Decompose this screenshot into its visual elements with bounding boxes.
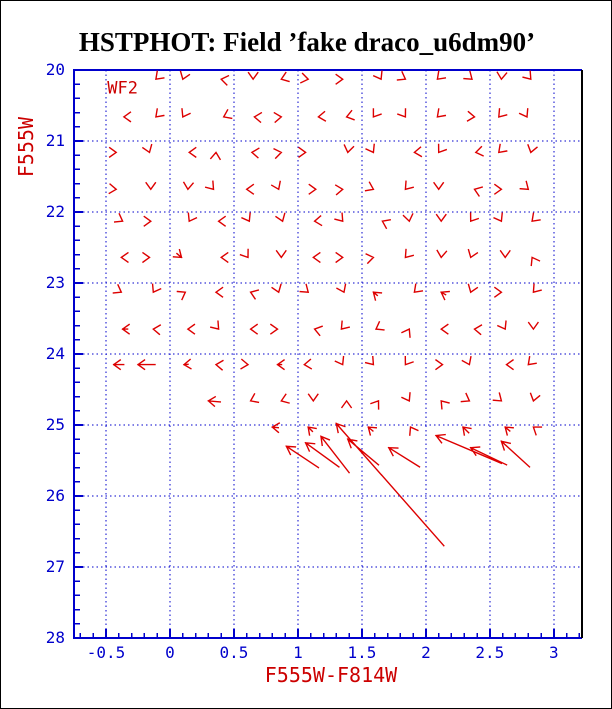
- gridlines: [74, 70, 582, 638]
- x-tick-label: 3: [549, 643, 559, 662]
- x-tick-label: -0.5: [86, 643, 126, 662]
- plot-frame: [74, 70, 582, 638]
- y-tick-label: 24: [45, 344, 65, 363]
- y-tick-label: 28: [45, 628, 65, 647]
- y-tick-label: 23: [45, 273, 65, 292]
- x-tick-label: 2.5: [475, 643, 505, 662]
- y-tick-label: 22: [45, 202, 65, 221]
- y-tick-label: 21: [45, 131, 65, 150]
- hstphot-quiver-plot: [1, 1, 612, 709]
- y-tick-label: 20: [45, 60, 65, 79]
- x-tick-label: 0.5: [219, 643, 249, 662]
- plot-title: HSTPHOT: Field ’fake draco_u6dm90’: [78, 27, 536, 57]
- x-tick-label: 2: [421, 643, 431, 662]
- y-tick-label: 26: [45, 486, 65, 505]
- x-tick-label: 0: [165, 643, 175, 662]
- x-axis-label: F555W-F814W: [264, 663, 398, 687]
- y-tick-label: 27: [45, 557, 65, 576]
- arrow-field: [109, 71, 541, 545]
- x-tick-label: 1: [293, 643, 303, 662]
- y-axis-label: F555W: [14, 116, 38, 178]
- x-tick-label: 1.5: [347, 643, 377, 662]
- camera-chip-label: WF2: [107, 78, 138, 99]
- y-tick-label: 25: [45, 415, 65, 434]
